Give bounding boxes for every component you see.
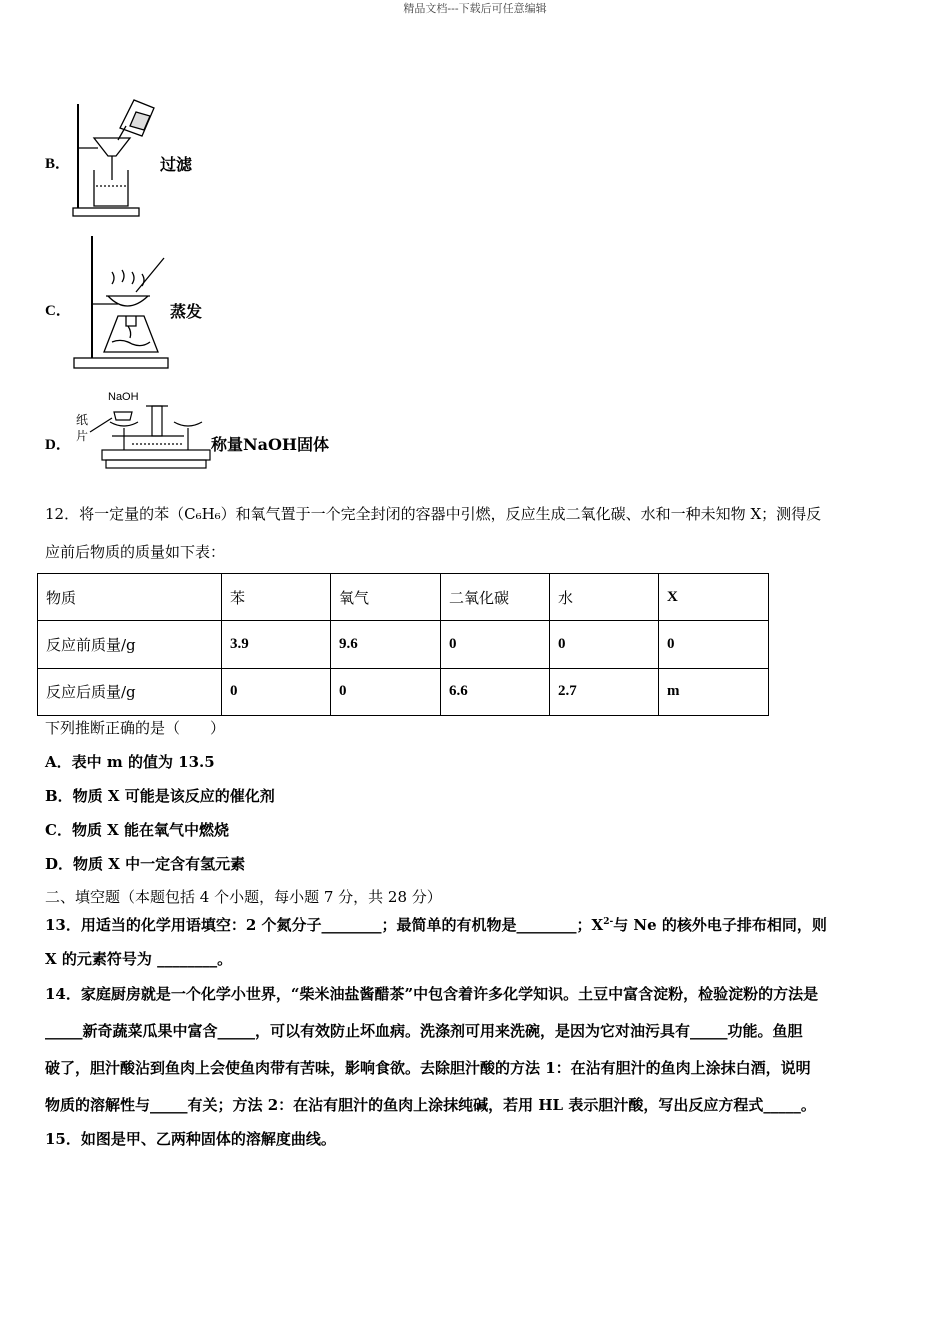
- table-cell: 0: [550, 621, 659, 668]
- table-row: [38, 621, 769, 668]
- table-cell: 0: [331, 668, 441, 715]
- q12-line-1: 12．将一定量的苯（C₆H₆）和氧气置于一个完全封闭的容器中引燃，反应生成二氧化碳、水和一种未知物 X；测得反: [45, 505, 822, 523]
- mass-table: [37, 573, 769, 716]
- q12-prompt: 下列推断正确的是（ ）: [45, 719, 226, 737]
- option-b-letter: B．: [45, 156, 71, 172]
- table-header-row: [38, 574, 769, 621]
- table-header-cell: 水: [550, 574, 659, 621]
- option-c-label: 蒸发: [170, 302, 203, 321]
- table-header-cell: 苯: [222, 574, 331, 621]
- q14-line-1: 14．家庭厨房就是一个化学小世界，“柴米油盐酱醋茶”中包含着许多化学知识。土豆中富含淀粉，检验淀粉的方法是: [45, 985, 819, 1003]
- table-header-cell: 氧气: [331, 574, 441, 621]
- table-cell: 6.6: [441, 668, 550, 715]
- table-cell: 2.7: [550, 668, 659, 715]
- table-header-cell: X: [659, 574, 769, 621]
- balance-apparatus-image: [72, 388, 212, 480]
- table-header-cell: 二氧化碳: [441, 574, 550, 621]
- q13-line-1: [45, 912, 827, 935]
- paper-figure-text-1: 纸: [76, 413, 89, 427]
- table-cell: 0: [659, 621, 769, 668]
- naoh-figure-text: NaOH: [108, 391, 139, 403]
- q13-superscript: 2-: [603, 917, 614, 927]
- page-header: 精品文档---下载后可任意编辑: [403, 2, 547, 15]
- q13-line-1b: 与 Ne 的核外电子排布相同，则: [613, 916, 827, 934]
- q12-option-d: D．物质 X 中一定含有氢元素: [45, 855, 246, 873]
- filtration-apparatus-image: [70, 98, 170, 220]
- q13-line-1a: 13．用适当的化学用语填空：2 个氮分子________；最简单的有机物是________；X: [45, 916, 604, 934]
- q12-option-c: C．物质 X 能在氧气中燃烧: [45, 821, 230, 839]
- q12-line-2: 应前后物质的质量如下表：: [45, 543, 226, 561]
- q14-line-2: _____新奇蔬菜瓜果中富含_____，可以有效防止坏血病。洗涤剂可用来洗碗，是因为它对油污具有_____功能。鱼胆: [45, 1022, 803, 1040]
- option-c-letter: C．: [45, 303, 71, 319]
- table-cell: 反应前质量/g: [38, 621, 222, 668]
- q12-option-a: A．表中 m 的值为 13.5: [45, 753, 215, 771]
- section-2-title: 二、填空题（本题包括 4 个小题，每小题 7 分，共 28 分）: [45, 888, 442, 906]
- q14-line-4: 物质的溶解性与_____有关；方法 2：在沾有胆汁的鱼肉上涂抹纯碱，若用 HL 表示胆汁酸，写出反应方程式_____。: [45, 1096, 816, 1114]
- q13-line-2: X 的元素符号为 ________。: [45, 950, 233, 968]
- table-cell: 0: [441, 621, 550, 668]
- option-d-label: 称量NaOH固体: [211, 435, 330, 454]
- q12-option-b: B．物质 X 可能是该反应的催化剂: [45, 787, 275, 805]
- evaporation-apparatus-image: [72, 234, 172, 370]
- table-header-cell: 物质: [38, 574, 222, 621]
- option-d-letter: D．: [45, 437, 71, 453]
- table-cell: m: [659, 668, 769, 715]
- paper-figure-text-2: 片: [76, 429, 89, 443]
- table-cell: 3.9: [222, 621, 331, 668]
- option-b-label: 过滤: [160, 155, 193, 174]
- q14-line-3: 破了，胆汁酸沾到鱼肉上会使鱼肉带有苦味，影响食欲。去除胆汁酸的方法 1：在沾有胆汁的鱼肉上涂抹白酒，说明: [45, 1059, 811, 1077]
- table-cell: 9.6: [331, 621, 441, 668]
- table-row: [38, 668, 769, 715]
- table-cell: 0: [222, 668, 331, 715]
- q15-line: 15．如图是甲、乙两种固体的溶解度曲线。: [45, 1130, 336, 1148]
- table-cell: 反应后质量/g: [38, 668, 222, 715]
